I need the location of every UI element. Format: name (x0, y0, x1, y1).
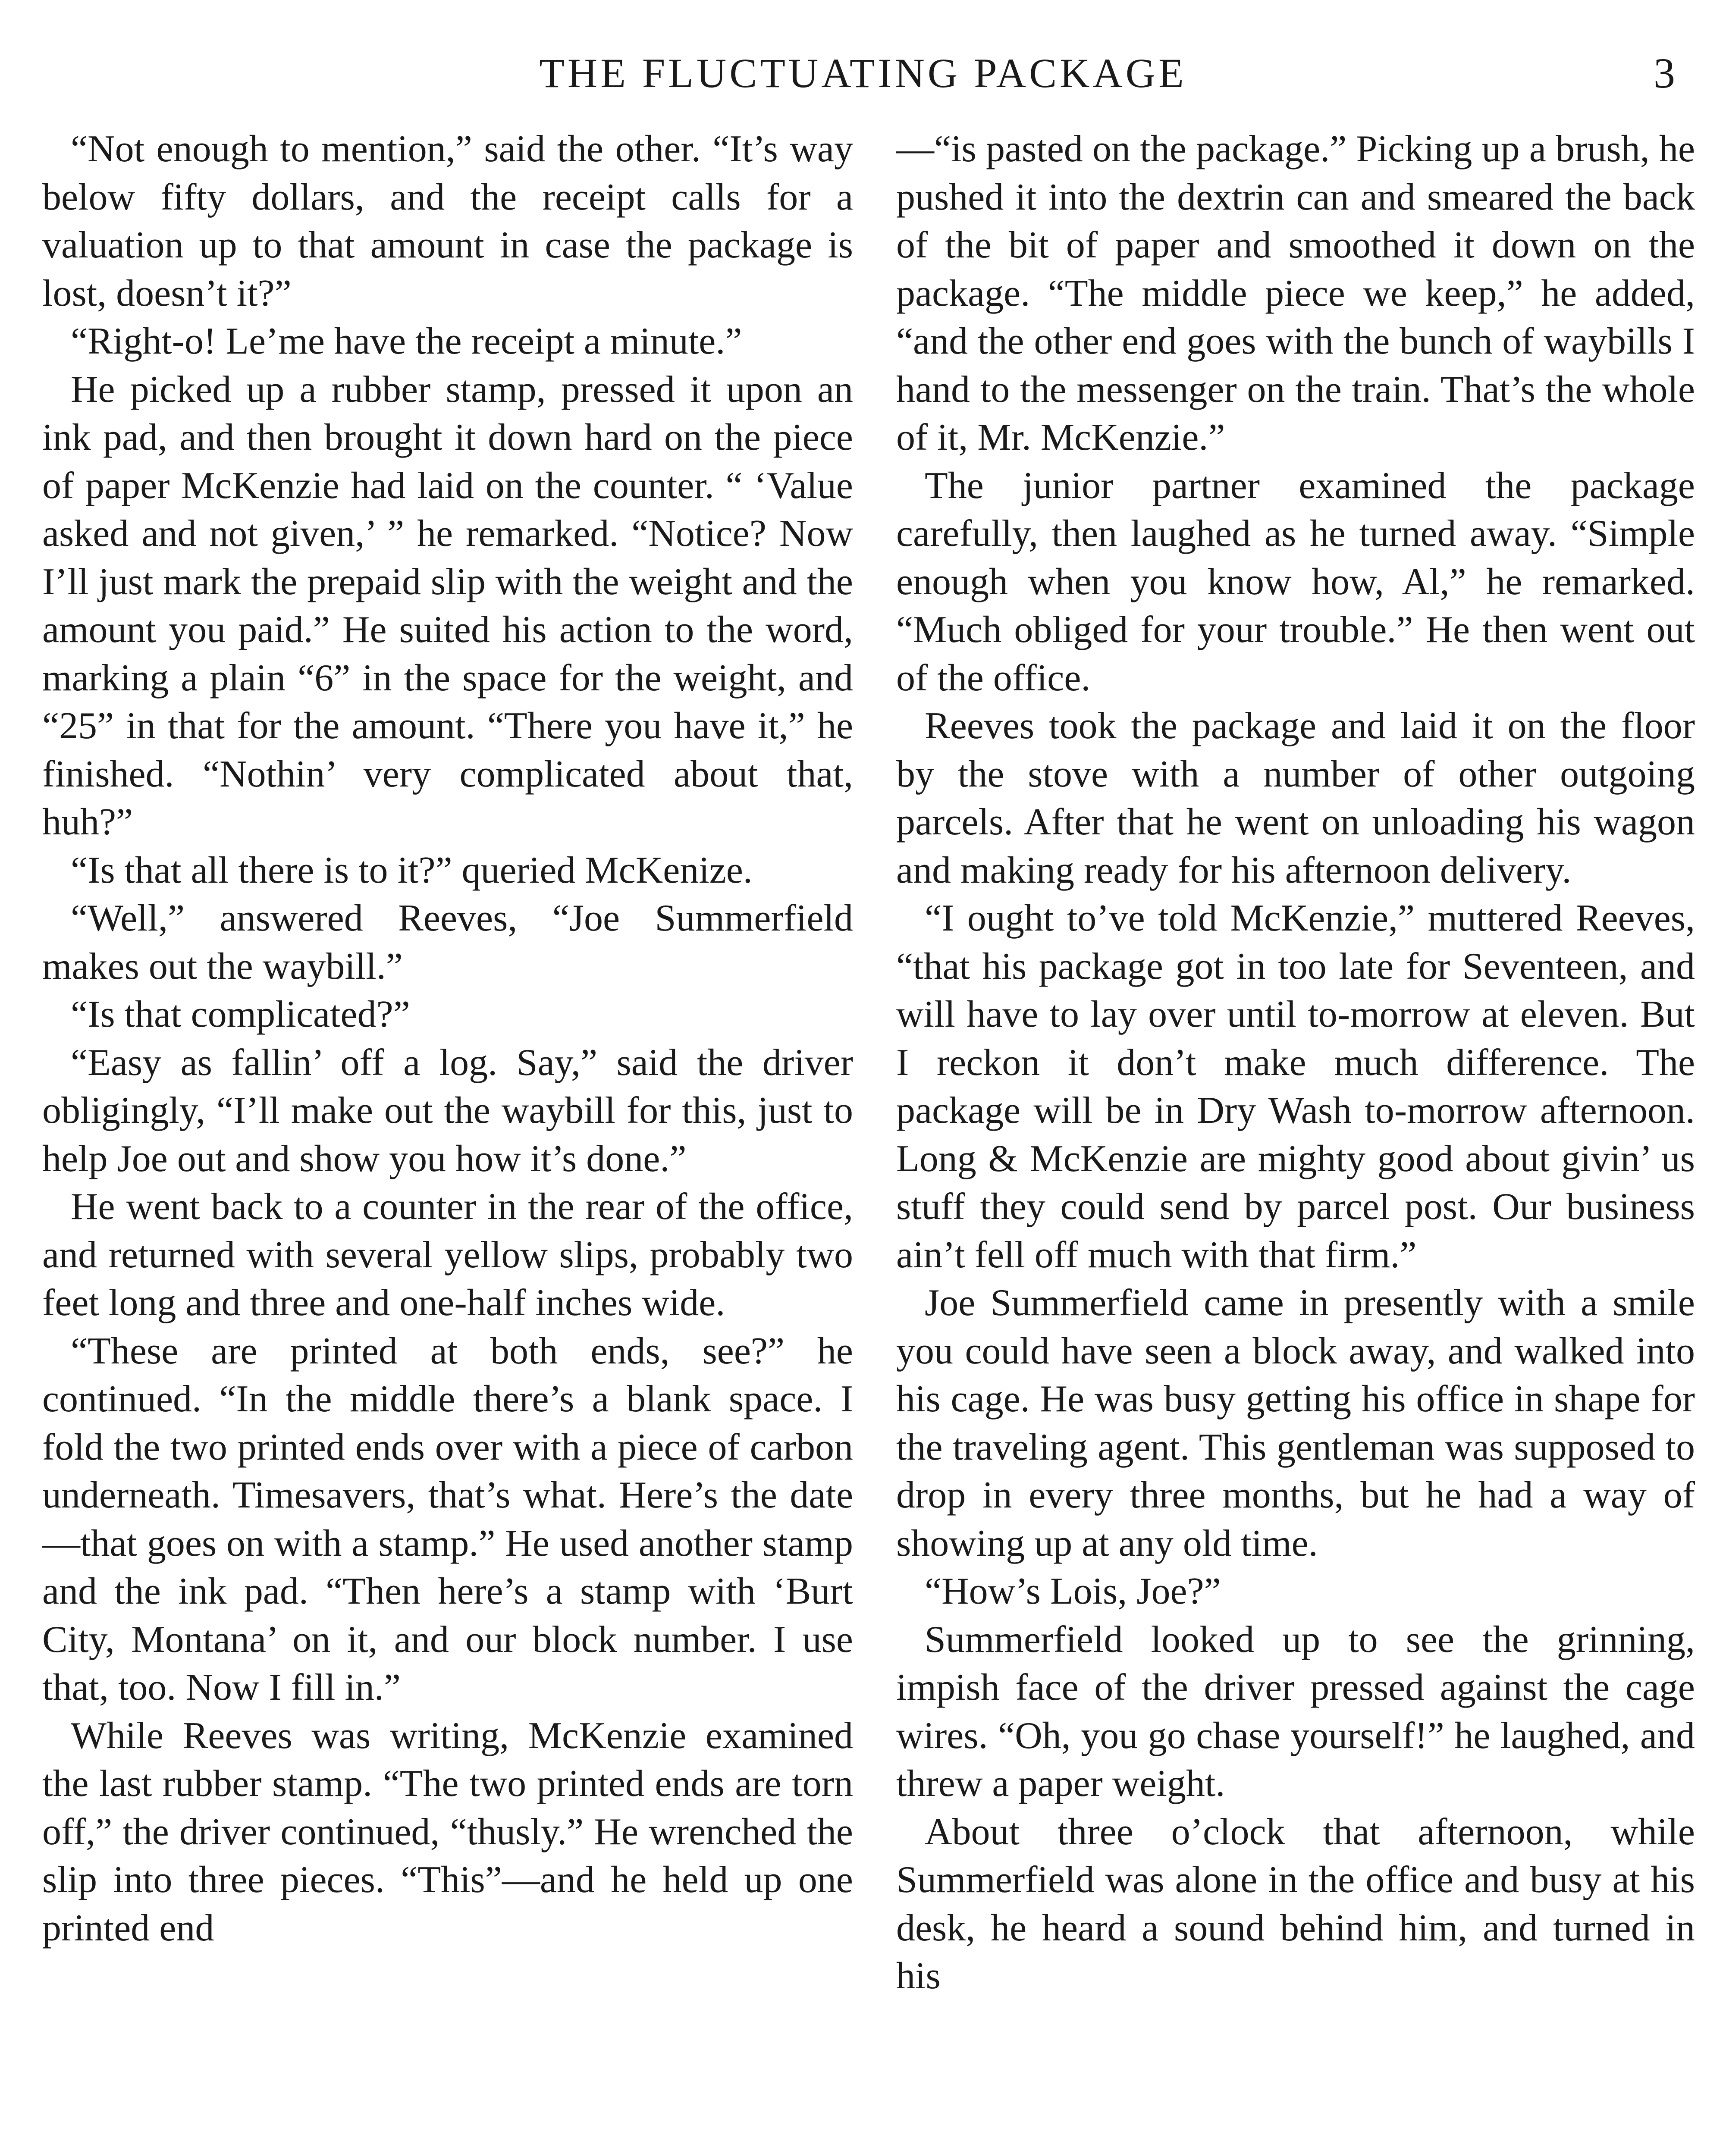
paragraph: —“is pasted on the package.” Picking up a brush, he pushed it into the dextrin can and smeared the back of the bit of paper and smoothed it down on the package. “The middle piece we keep,” he added, “and the other end goes with the bunch of waybills I hand to the messenger on the train. That’s the whole of it, Mr. McKenzie.” (896, 128, 1695, 458)
paragraph: “These are printed at both ends, see?” he continued. “In the middle there’s a blank space. I fold the two printed ends over with a piece of carbon underneath. Timesavers, that’s what. Here’s the date—that goes on with a stamp.” He used another stamp and the ink pad. “Then here’s a stamp with ‘Burt City, Montana’ on it, and our block number. I use that, too. Now I fill in.” (42, 1330, 853, 1708)
paragraph: “How’s Lois, Joe?” (925, 1570, 1221, 1612)
paragraph: Reeves took the package and laid it on the floor by the stove with a number of other outgoing parcels. After that he went on unloading his wagon and making ready for his afternoon delivery. (896, 705, 1695, 891)
paragraph: “Right-o! Le’me have the receipt a minute.” (71, 320, 742, 362)
paragraph: “Well,” answered Reeves, “Joe Summerfield makes out the waybill.” (42, 897, 853, 987)
paragraph: “I ought to’ve told McKenzie,” muttered Reeves, “that his package got in too late for Seventeen, and will have to lay over until to-morrow at eleven. But I reckon it don’t make much difference. The package will be in Dry Wash to-morrow afternoon. Long & McKenzie are mighty good about givin’ us stuff they could send by parcel post. Our business ain’t fell off much with that firm.” (896, 897, 1695, 1276)
paragraph: Joe Summerfield came in presently with a smile you could have seen a block away, and walked into his cage. He was busy getting his office in shape for the traveling agent. This gentleman was supposed to drop in every three months, but he had a way of showing up at any old time. (896, 1282, 1695, 1564)
paragraph: The junior partner examined the package carefully, then laughed as he turned away. “Simple enough when you know how, Al,” he remarked. “Much obliged for your trouble.” He then went out of the office. (896, 464, 1695, 699)
page-header (0, 45, 1726, 101)
page-number: 3 (1654, 49, 1675, 97)
paragraph: About three o’clock that afternoon, while Summerfield was alone in the office and busy at his desk, he heard a sound behind him, and turned in his (896, 1811, 1695, 1997)
right-column (896, 125, 1695, 2156)
paragraph: “Not enough to mention,” said the other. “It’s way below fifty dollars, and the receipt calls for a valuation up to that amount in case the package is lost, doesn’t it?” (42, 128, 853, 314)
left-column (42, 125, 853, 2156)
paragraph: He picked up a rubber stamp, pressed it upon an ink pad, and then brought it down hard on the piece of paper McKenzie had laid on the counter. “ ‘Value asked and not given,’ ” he remarked. “Notice? Now I’ll just mark the prepaid slip with the weight and the amount you paid.” He suited his action to the word, marking a plain “6” in the space for the weight, and “25” in that for the amount. “There you have it,” he finished. “Nothin’ very complicated about that, huh?” (42, 368, 853, 843)
paragraph: “Easy as fallin’ off a log. Say,” said the driver obligingly, “I’ll make out the waybill for this, just to help Joe out and show you how it’s done.” (42, 1041, 853, 1180)
paragraph: Summerfield looked up to see the grinning, impish face of the driver pressed against the cage wires. “Oh, you go chase yourself!” he laughed, and threw a paper weight. (896, 1618, 1695, 1805)
paragraph: While Reeves was writing, McKenzie examined the last rubber stamp. “The two printed ends are torn off,” the driver continued, “thusly.” He wrenched the slip into three pieces. “This”—and he held up one printed end (42, 1714, 853, 1949)
paragraph: “Is that complicated?” (71, 993, 410, 1035)
paragraph: He went back to a counter in the rear of the office, and returned with several yellow slips, probably two feet long and three and one-half inches wide. (42, 1186, 853, 1324)
running-title: THE FLUCTUATING PACKAGE (539, 50, 1187, 96)
paragraph: “Is that all there is to it?” queried McKenize. (71, 849, 753, 891)
